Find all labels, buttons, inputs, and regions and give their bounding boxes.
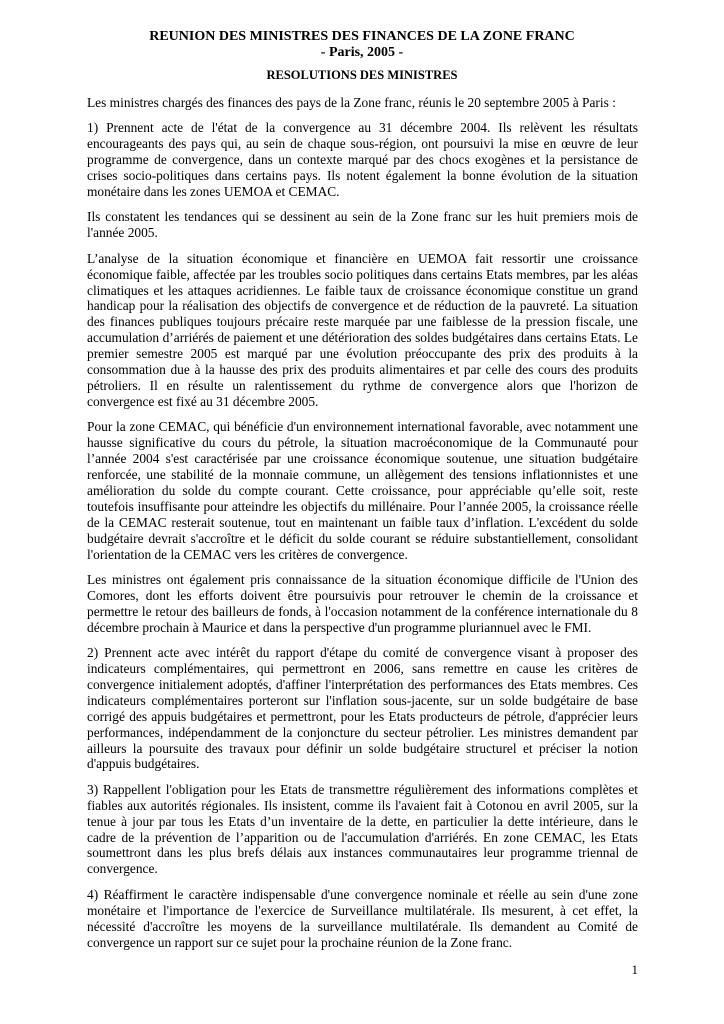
document-body (87, 95, 638, 960)
resolution-1-paragraph: 1) Prennent acte de l'état de la convergence au 31 décembre 2004. Ils relèvent les résultats encourageants des pays qui, au sein de chaque sous-région, ont poursuivi la mise en œuvre de leur programme de convergence, dans un contexte marqué par des chocs exogènes et la persistance de crises socio-politiques dans certains pays. Ils notent également la bonne évolution de la situation monétaire dans les zones UEMOA et CEMAC. (87, 120, 638, 200)
comores-paragraph: Les ministres ont également pris connaissance de la situation économique difficile de l'Union des Comores, dont les efforts doivent être poursuivis pour retrouver le chemin de la croissance et permettre le retour des bailleurs de fonds, à l'occasion notamment de la conférence internationale du 8 décembre prochain à Maurice et dans la perspective d'un programme pluriannuel avec le FMI. (87, 571, 638, 635)
intro-paragraph: Les ministres chargés des finances des pays de la Zone franc, réunis le 20 septembre 2005 à Paris : (87, 95, 616, 110)
cemac-paragraph: Pour la zone CEMAC, qui bénéficie d'un environnement international favorable, avec notamment une hausse significative du cours du pétrole, la situation macroéconomique de la Communauté pour l’année 2004 s'est caractérisée par une croissance économique soutenue, une situation budgétaire renforcée, une stabilité de la monnaie commune, un allègement des tensions inflationnistes et une amélioration du solde du compte courant. Cette croissance, pour appréciable qu’elle soit, reste toutefois insuffisante pour atteindre les objectifs du millénaire. Pour l’année 2005, la croissance réelle de la CEMAC resterait soutenue, tout en maintenant un faible taux d’inflation. L'excédent du solde budgétaire devrait s'accroître et le déficit du solde courant se réduire substantiellement, consolidant l'orientation de la CEMAC vers les critères de convergence. (87, 419, 638, 562)
resolution-2-paragraph: 2) Prennent acte avec intérêt du rapport d'étape du comité de convergence visant à proposer des indicateurs complémentaires, qui permettront en 2006, sans remettre en cause les critères de convergence initialement adoptés, d'affiner l'interprétation des performances des Etats membres. Ces indicateurs complémentaires porteront sur l'inflation sous-jacente, sur un solde budgétaire de base corrigé des appuis budgétaires et permettront, pour les Etats producteurs de pétrole, d'apprécier leurs performances, indépendamment de la conjoncture du secteur pétrolier. Les ministres demandent par ailleurs la poursuite des travaux pour définir un solde budgétaire structurel et préciser la notion d'appuis budgétaires. (87, 645, 638, 772)
document-subtitle: - Paris, 2005 - (320, 45, 404, 60)
header-block (0, 28, 724, 83)
resolution-3-paragraph: 3) Rappellent l'obligation pour les Etats de transmettre régulièrement des informations complètes et fiables aux autorités régionales. Ils insistent, comme ils l'avaient fait à Cotonou en avril 2005, sur la tenue à jour par tous les Etats d’un inventaire de la dette, en particulier la dette intérieure, dans le cadre de la prévention de l’apparition ou de l'accumulation d'arriérés. En zone CEMAC, les Etats soumettront dans les plus brefs délais aux instances communautaires leur programme triennal de convergence. (87, 781, 638, 877)
page-number: 1 (631, 962, 638, 977)
uemoa-analysis-paragraph: L’analyse de la situation économique et financière en UEMOA fait ressortir une croissance économique faible, affectée par les troubles socio politiques dans certains Etats membres, par les aléas climatiques et les attaques acridiennes. Le faible taux de croissance économique constitue un grand handicap pour la réalisation des objectifs de convergence et de réduction de la pauvreté. La situation des finances publiques toujours précaire reste marquée par une faiblesse de la pression fiscale, une accumulation d’arriérés de paiement et une détérioration des soldes budgétaires dans certains Etats. Le premier semestre 2005 est marqué par une évolution préoccupante des prix des produits à la consommation due à la hausse des prix des produits alimentaires et par celle des cours des produits pétroliers. Il en résulte un ralentissement du rythme de convergence alors que l'horizon de convergence est fixé au 31 décembre 2005. (87, 250, 638, 409)
document-title: REUNION DES MINISTRES DES FINANCES DE LA ZONE FRANC (149, 29, 575, 44)
resolution-4-paragraph: 4) Réaffirment le caractère indispensable d'une convergence nominale et réelle au sein d'une zone monétaire et l'importance de l'exercice de Surveillance multilatérale. Ils mesurent, à cet effet, la nécessité d'accroître les moyens de la surveillance multilatérale. Ils demandent au Comité de convergence un rapport sur ce sujet pour la prochaine réunion de la Zone franc. (87, 886, 638, 950)
trends-paragraph: Ils constatent les tendances qui se dessinent au sein de la Zone franc sur les huit premiers mois de l'année 2005. (87, 209, 638, 241)
section-title: RESOLUTIONS DES MINISTRES (266, 68, 458, 82)
